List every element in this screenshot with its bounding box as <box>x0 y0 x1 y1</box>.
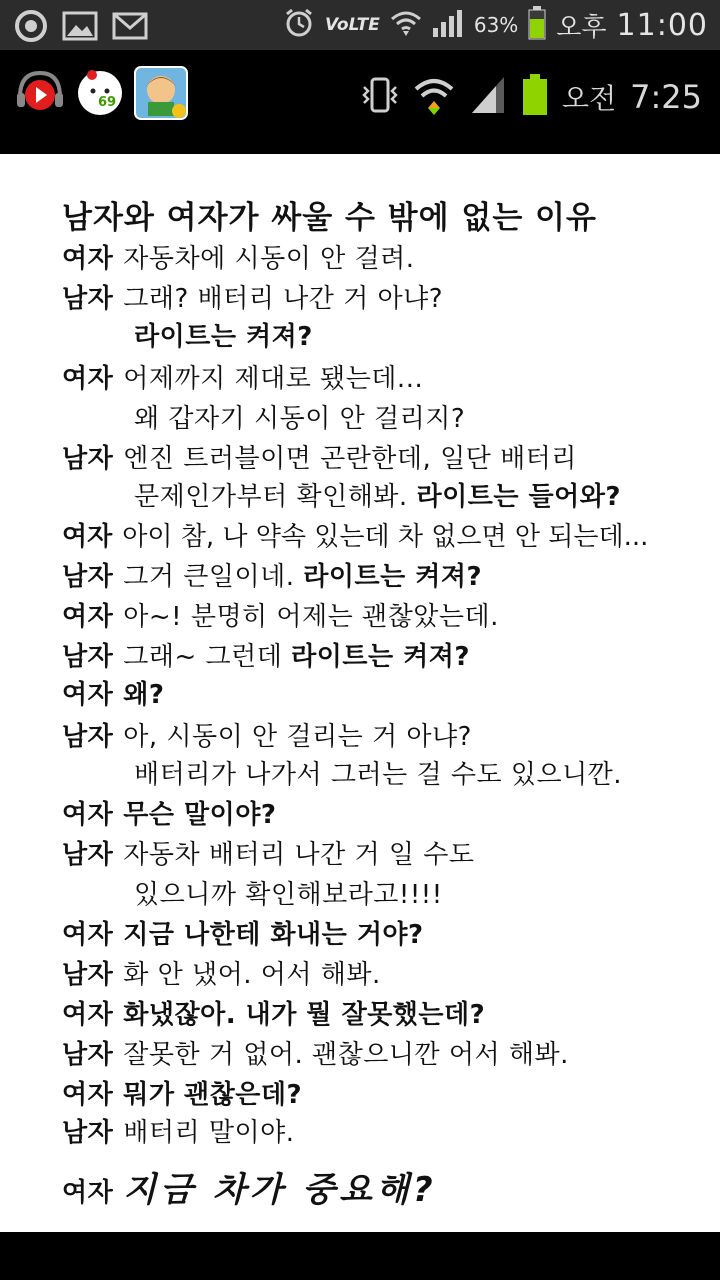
speaker-label: 남자 <box>62 1040 114 1070</box>
line-text: 아, 시동이 안 걸리는 거 아냐? <box>123 722 472 752</box>
battery-icon <box>528 6 546 44</box>
line-text: 잘못한 거 없어. 괜찮으니깐 어서 해봐. <box>123 1040 569 1070</box>
bottom-bar <box>0 1232 720 1280</box>
line-text: 배터리 말이야. <box>123 1118 295 1148</box>
dialogue-line <box>62 1034 569 1071</box>
dialogue-line <box>62 834 474 871</box>
kakao-icon <box>72 67 128 123</box>
gmail-icon <box>112 12 148 44</box>
inner-status-bar <box>0 50 720 154</box>
line-text: 있으니까 확인해보라고!!!! <box>134 880 443 910</box>
line-bold-text: 라이트는 켜져? <box>291 642 470 672</box>
music-player-icon <box>14 67 66 123</box>
game-app-icon <box>134 66 188 124</box>
line-text: 아이 참, 나 약속 있는데 차 없으면 안 되는데... <box>122 522 649 552</box>
speaker-label: 여자 <box>62 920 114 950</box>
dialogue-line <box>62 1074 302 1111</box>
battery-percent: 63% <box>473 13 519 37</box>
line-emphasis-text: 지금 차가 중요해? <box>123 1170 437 1210</box>
app-badge: 69 <box>98 95 117 110</box>
line-text: 문제인가부터 확인해봐. <box>134 482 408 512</box>
alarm-icon <box>283 7 315 43</box>
dialogue-line <box>62 516 648 553</box>
dialogue-line <box>62 914 424 951</box>
speaker-label: 여자 <box>62 1080 114 1110</box>
dialogue-line <box>62 596 499 633</box>
line-bold-text: 왜? <box>123 680 165 710</box>
speaker-label: 남자 <box>62 960 114 990</box>
dialogue-line <box>62 794 276 831</box>
speaker-label: 여자 <box>62 680 114 710</box>
post-title: 남자와 여자가 싸울 수 밖에 없는 이유 <box>62 200 597 236</box>
speaker-label: 남자 <box>62 840 114 870</box>
signal-icon-inner <box>468 75 508 119</box>
line-bold-text: 라이트는 들어와? <box>416 482 621 512</box>
line-text: 그거 큰일이네. <box>123 562 295 592</box>
dialogue-line <box>62 716 472 753</box>
dialogue-line <box>134 398 465 435</box>
line-text: 어제까지 제대로 됐는데... <box>123 364 424 394</box>
vibrate-icon <box>360 75 400 119</box>
speaker-label: 남자 <box>62 444 114 474</box>
sync-icon <box>14 9 48 47</box>
dialogue-line <box>62 994 485 1031</box>
speaker-label: 남자 <box>62 562 114 592</box>
speaker-label: 여자 <box>62 800 114 830</box>
speaker-label: 여자 <box>62 602 114 632</box>
line-text: 자동차 배터리 나간 거 일 수도 <box>123 840 475 870</box>
line-text: 아~! 분명히 어제는 괜찮았는데. <box>123 602 499 632</box>
dialogue-line <box>62 1112 294 1149</box>
dialogue-line <box>62 238 414 275</box>
line-text: 왜 갑자기 시동이 안 걸리지? <box>134 404 466 434</box>
battery-icon-inner <box>522 74 548 120</box>
line-bold-text: 라이트는 켜져? <box>134 322 313 352</box>
speaker-label: 여자 <box>62 244 114 274</box>
dialogue-line <box>62 278 443 315</box>
status-time: 11:00 <box>616 7 708 43</box>
line-text: 그래? 배터리 나간 거 아냐? <box>123 284 444 314</box>
dialogue-line <box>134 874 443 911</box>
speaker-label: 여자 <box>62 522 113 552</box>
line-bold-text: 화냈잖아. 내가 뭘 잘못했는데? <box>123 1000 486 1030</box>
inner-time: 7:25 <box>630 78 702 116</box>
wifi-icon-inner <box>414 75 454 119</box>
post-content <box>0 154 720 1232</box>
dialogue-line <box>62 358 423 395</box>
line-text: 화 안 냈어. 어서 해봐. <box>123 960 381 990</box>
dialogue-line <box>134 754 622 791</box>
dialogue-line <box>62 556 482 593</box>
line-text: 자동차에 시동이 안 걸려. <box>123 244 415 274</box>
line-text: 그래~ 그런데 <box>123 642 283 672</box>
dialogue-line <box>62 636 470 673</box>
line-bold-text: 무슨 말이야? <box>123 800 277 830</box>
speaker-label: 여자 <box>62 1178 114 1208</box>
speaker-label: 남자 <box>62 642 114 672</box>
line-text: 엔진 트러블이면 곤란한데, 일단 배터리 <box>123 444 577 474</box>
volte-icon: VoLTE <box>325 15 380 35</box>
speaker-label: 남자 <box>62 284 114 314</box>
wifi-icon <box>390 9 422 41</box>
dialogue-line <box>62 674 164 711</box>
speaker-label: 여자 <box>62 1000 114 1030</box>
line-bold-text: 라이트는 켜져? <box>303 562 483 592</box>
gallery-icon <box>62 11 98 45</box>
speaker-label: 남자 <box>62 1118 114 1148</box>
dialogue-line <box>62 438 577 475</box>
line-bold-text: 뭐가 괜찮은데? <box>123 1080 303 1110</box>
speaker-label: 남자 <box>62 722 114 752</box>
speaker-label: 여자 <box>62 364 114 394</box>
status-ampm: 오후 <box>556 12 607 43</box>
inner-ampm: 오전 <box>562 82 617 115</box>
status-bar <box>0 0 720 50</box>
dialogue-line <box>134 476 621 513</box>
signal-icon <box>432 8 464 42</box>
line-text: 배터리가 나가서 그러는 걸 수도 있으니깐. <box>134 760 623 790</box>
line-bold-text: 지금 나한테 화내는 거야? <box>123 920 424 950</box>
dialogue-line <box>62 954 381 991</box>
dialogue-line <box>134 316 313 353</box>
dialogue-line <box>62 1162 437 1211</box>
